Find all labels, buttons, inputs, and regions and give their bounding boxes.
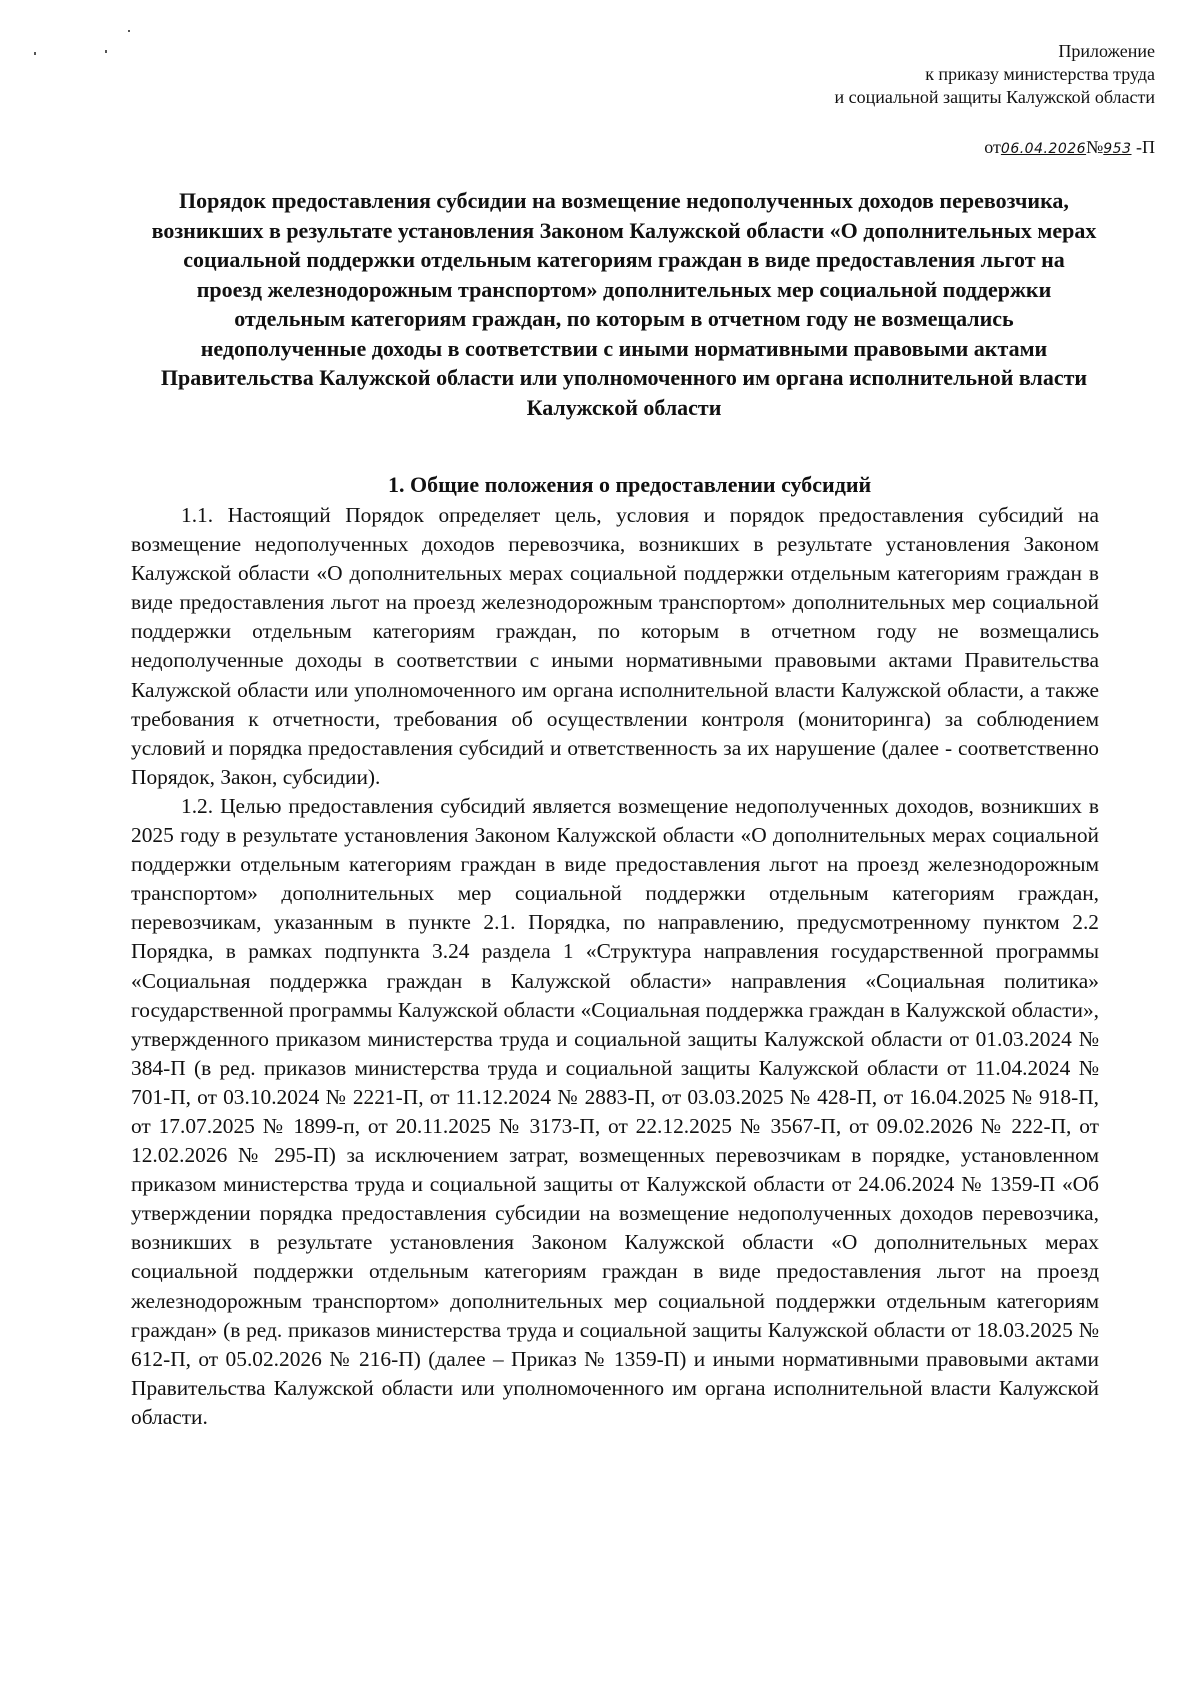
appendix-header <box>835 40 1155 109</box>
ministry-line: и социальной защиты Калужской области <box>834 87 1155 107</box>
number-sign: № <box>1086 137 1104 157</box>
order-reference-line: к приказу министерства труда <box>925 64 1155 84</box>
paragraph-1-2: 1.2. Целью предоставления субсидий является возмещение недополученных доходов, возникших в 2025 году в результате установления Законом Калужской области «О дополнительных мерах социальной поддержки отдельным категориям граждан в виде предоставления льгот на проезд железнодорожным транспортом» дополнительных мер социальной поддержки отдельным категориям граждан, перевозчикам, указанным в пункте 2.1. Порядка, по направлению, предусмотренному пунктом 2.2 Порядка, в рамках подпункта 3.24 раздела 1 «Структура направления государственной программы «Социальная поддержка граждан в Калужской области» направления «Социальная политика» государственной программы Калужской области «Социальная поддержка граждан в Калужской области», утвержденного приказом министерства труда и социальной защиты Калужской области от 01.03.2024 № 384-П (в ред. приказов министерства труда и социальной защиты Калужской области от 11.04.2024 № 701-П, от 03.10.2024 № 2221-П, от 11.12.2024 № 2883-П, от 03.03.2025 № 428-П, от 16.04.2025 № 918-П, от 17.07.2025 № 1899-п, от 20.11.2025 № 3173-П, от 22.12.2025 № 3567-П, от 09.02.2026 № 222-П, от 12.02.2026 № 295-П) за исключением затрат, возмещенных перевозчикам в порядке, установленном приказом министерства труда и социальной защиты от Калужской области от 24.06.2024 № 1359-П «Об утверждении порядка предоставления субсидии на возмещение недополученных доходов перевозчика, возникших в результате установления Законом Калужской области «О дополнительных мерах социальной поддержки отдельным категориям граждан в виде предоставления льгот на проезд железнодорожным транспортом» дополнительных мер социальной поддержки отдельным категориям граждан» (в ред. приказов министерства труда и социальной защиты Калужской области от 18.03.2025 № 612-П, от 05.02.2026 № 216-П) (далее – Приказ № 1359-П) и иными нормативными правовыми актами Правительства Калужской области или уполномоченного им органа исполнительной власти Калужской области. <box>131 793 1099 1429</box>
document-title: Порядок предоставления субсидии на возмещение недополученных доходов перевозчика, возникших в результате установления Законом Калужской области «О дополнительных мерах социальной поддержки отдельным категориям граждан в виде предоставления льгот на проезд железнодорожным транспортом» дополнительных мер социальной поддержки отдельным категориям граждан, по которым в отчетном году не возмещались недополученные доходы в соответствии с иными нормативными правовыми актами Правительства Калужской области или уполномоченного им органа исполнительной власти Калужской области <box>151 188 1097 420</box>
order-prefix: от <box>984 137 1001 157</box>
section-heading: 1. Общие положения о предоставлении субсидий <box>388 472 872 497</box>
paragraph-1-1: 1.1. Настоящий Порядок определяет цель, условия и порядок предоставления субсидий на возмещение недополученных доходов перевозчика, возникших в результате установления Законом Калужской области «О дополнительных мерах социальной поддержки отдельным категориям граждан в виде предоставления льгот на проезд железнодорожным транспортом» дополнительных мер социальной поддержки отдельным категориям граждан, по которым в отчетном году не возмещались недополученные доходы в соответствии с иными нормативными правовыми актами Правительства Калужской области или уполномоченного им органа исполнительной власти Калужской области, а также требования к отчетности, требования об осуществлении контроля (мониторинга) за соблюдением условий и порядка предоставления субсидий и ответственность за их нарушение (далее - соответственно Порядок, Закон, субсидии). <box>131 503 1099 789</box>
body-text <box>131 501 1099 1432</box>
handwritten-date: 06.04.2026 <box>1000 141 1087 157</box>
appendix-label: Приложение <box>1058 41 1155 61</box>
handwritten-number: 953 <box>1103 141 1132 157</box>
order-suffix: -П <box>1136 137 1155 157</box>
order-date-number <box>984 136 1155 161</box>
